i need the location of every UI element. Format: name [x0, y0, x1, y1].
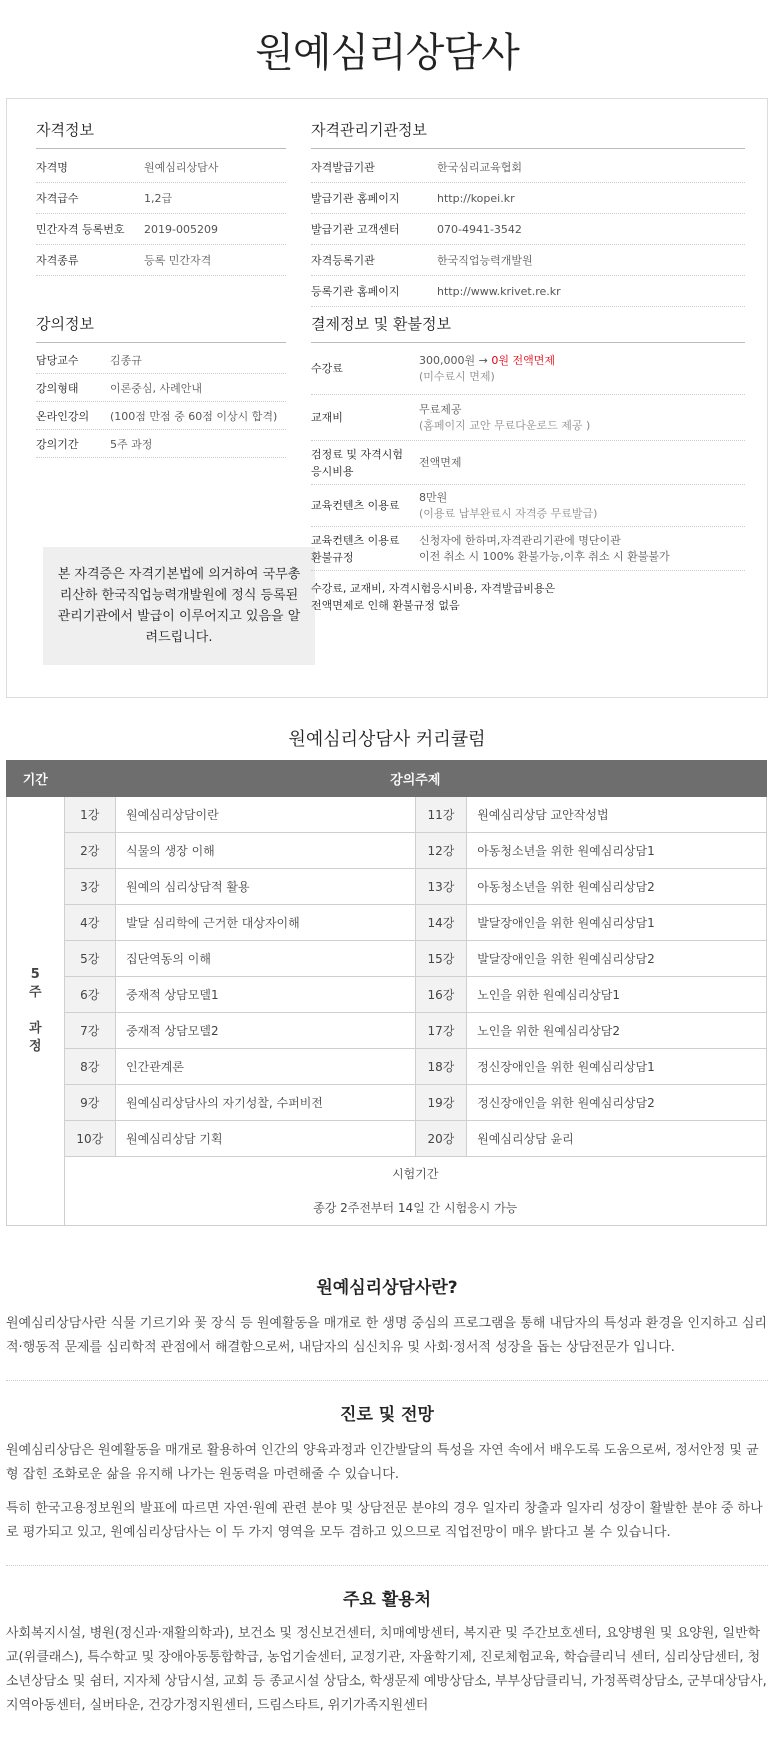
table-row: 3강 원예의 심리상담적 활용 13강 아동청소년을 위한 원예심리상담2 — [7, 869, 767, 905]
career-text-2: 특히 한국고용정보원의 발표에 따르면 자연·원예 관련 분야 및 상담전문 분야의 경우 일자리 창출과 일자리 성장이 활발한 분야 중 하나로 평가되고 있고, 원예심리상담사는 이 두 가지 영역을 모두 겸하고 있으므로 직업전망이 매우 밝다고 볼 수 있습니다. — [6, 1501, 763, 1540]
curriculum-table — [6, 760, 767, 1226]
kv-row: 자격급수 1,2급 — [36, 183, 286, 214]
pay-row-refund: 교육컨텐츠 이용료 환불규정 신청자에 한하며,자격관리기관에 명단이관 이전 취소 시 100% 환불가능,이후 취소 시 환불불가 — [311, 527, 745, 571]
about-title: 원예심리상담사란? — [316, 1278, 458, 1298]
table-row: 5 주 과 정 1강 원예심리상담이란 11강 원예심리상담 교안작성법 — [7, 797, 767, 833]
pay-row-content: 교육컨텐츠 이용료 8만원 (이용료 납부완료시 자격증 무료발급) — [311, 485, 745, 527]
kv-row: 자격종류 등록 민간자격 — [36, 245, 286, 276]
career-title: 진로 및 전망 — [340, 1405, 434, 1425]
kv-row: 자격등록기관 한국직업능력개발원 — [311, 245, 745, 276]
career-text-1: 원예심리상담은 원예활동을 매개로 활용하여 인간의 양육과정과 인간발달의 특성을 자연 속에서 배우도록 도움으로써, 정서안정 및 균형 잡힌 조화로운 삶을 유지해 나가는 원동력을 마련해줄 수 있습니다. — [6, 1443, 759, 1482]
kv-row: 자격명 원예심리상담사 — [36, 152, 286, 183]
kv-row: 강의기간 5주 과정 — [36, 430, 286, 458]
table-row: 8강 인간관계론 18강 정신장애인을 위한 원예심리상담1 — [7, 1049, 767, 1085]
kv-row: 자격발급기관 한국심리교육협회 — [311, 152, 745, 183]
col-period-header: 기간 — [7, 761, 65, 797]
curriculum-title: 원예심리상담사 커리큘럼 — [288, 729, 486, 750]
pay-row-exam: 검정료 및 자격시험 응시비용 전액면제 — [311, 441, 745, 485]
payment-title: 결제정보 및 환불정보 — [311, 313, 745, 343]
kv-row: 온라인강의 (100점 만점 중 60점 이상시 합격) — [36, 402, 286, 430]
kv-row: 강의형태 이론중심, 사례안내 — [36, 374, 286, 402]
exam-period-cell: 시험기간 종강 2주전부터 14일 간 시험응시 가능 — [64, 1157, 766, 1226]
agency-info-title: 자격관리기관정보 — [311, 119, 745, 149]
table-row: 4강 발달 심리학에 근거한 대상자이해 14강 발달장애인을 위한 원예심리상담1 — [7, 905, 767, 941]
info-box — [6, 98, 768, 698]
kv-row: 등록기관 홈페이지 http://www.krivet.re.kr — [311, 276, 745, 307]
kv-row: 발급기관 홈페이지 http://kopei.kr — [311, 183, 745, 214]
table-row: 9강 원예심리상담사의 자기성찰, 수퍼비전 19강 정신장애인을 위한 원예심리상담2 — [7, 1085, 767, 1121]
kv-row: 담당교수 김종규 — [36, 346, 286, 374]
about-text: 원예심리상담사란 식물 기르기와 꽃 장식 등 원예활동을 매개로 한 생명 중심의 프로그램을 통해 내담자의 특성과 환경을 인지하고 심리적·행동적 문제를 심리학적 관점에서 해결함으로써, 내담자의 심신치유 및 사회·정서적 성장을 돕는 상담전문가 입니다. — [6, 1316, 767, 1355]
kv-row: 발급기관 고객센터 070-4941-3542 — [311, 214, 745, 245]
pay-row-fee: 수강료 300,000원 → 0원 전액면제 (미수료시 면제) — [311, 343, 745, 395]
lecture-info-section — [36, 313, 286, 458]
table-row: 10강 원예심리상담 기획 20강 원예심리상담 윤리 — [7, 1121, 767, 1157]
agency-info-section — [311, 119, 745, 307]
usage-text: 사회복지시설, 병원(정신과·재활의학과), 보건소 및 정신보건센터, 치매예방센터, 복지관 및 주간보호센터, 요양병원 및 요양원, 일반학교(위클래스), 특수학교 및 장애아동통합학급, 농업기술센터, 교정기관, 자율학기제, 진로체험교육, 학습클리닉 센터, 심리상담센터, 청소년상담소 및 쉼터, 지자체 상담시설, 교회 등 종교시설 상담소, 학생문제 예방상담소, 부부상담클리닉, 가정폭력상담소, 군부대상담사, 지역아동센터, 실버타운, 건강가정지원센터, 드림스타트, 위기가족지원센터 — [6, 1626, 767, 1713]
lecture-info-title: 강의정보 — [36, 313, 286, 343]
registry-homepage-link[interactable]: http://www.krivet.re.kr — [437, 284, 561, 298]
page-title: 원예심리상담사 — [255, 29, 519, 76]
table-row: 6강 중재적 상담모델1 16강 노인을 위한 원예심리상담1 — [7, 977, 767, 1013]
table-row: 5강 집단역동의 이해 15강 발달장애인을 위한 원예심리상담2 — [7, 941, 767, 977]
kv-row: 민간자격 등록번호 2019-005209 — [36, 214, 286, 245]
exam-row — [7, 1157, 767, 1226]
usage-title: 주요 활용처 — [342, 1590, 432, 1610]
table-row: 2강 식물의 생장 이해 12강 아동청소년을 위한 원예심리상담1 — [7, 833, 767, 869]
payment-footnote: 수강료, 교재비, 자격시험응시비용, 자격발급비용은 전액면제로 인해 환불규정 없음 — [311, 582, 556, 612]
qual-info-section — [36, 119, 286, 276]
qual-info-title: 자격정보 — [36, 119, 286, 149]
table-row: 7강 중재적 상담모델2 17강 노인을 위한 원예심리상담2 — [7, 1013, 767, 1049]
col-topic-header: 강의주제 — [64, 761, 766, 797]
pay-row-book: 교재비 무료제공 (홈페이지 교안 무료다운로드 제공 ) — [311, 395, 745, 441]
agency-homepage-link[interactable]: http://kopei.kr — [437, 191, 515, 205]
payment-section — [311, 313, 745, 614]
period-cell: 5 주 과 정 — [7, 797, 65, 1226]
notice-box: 본 자격증은 자격기본법에 의거하여 국무총리산하 한국직업능력개발원에 정식 등록된 관리기관에서 발급이 이루어지고 있음을 알려드립니다. — [43, 547, 315, 665]
